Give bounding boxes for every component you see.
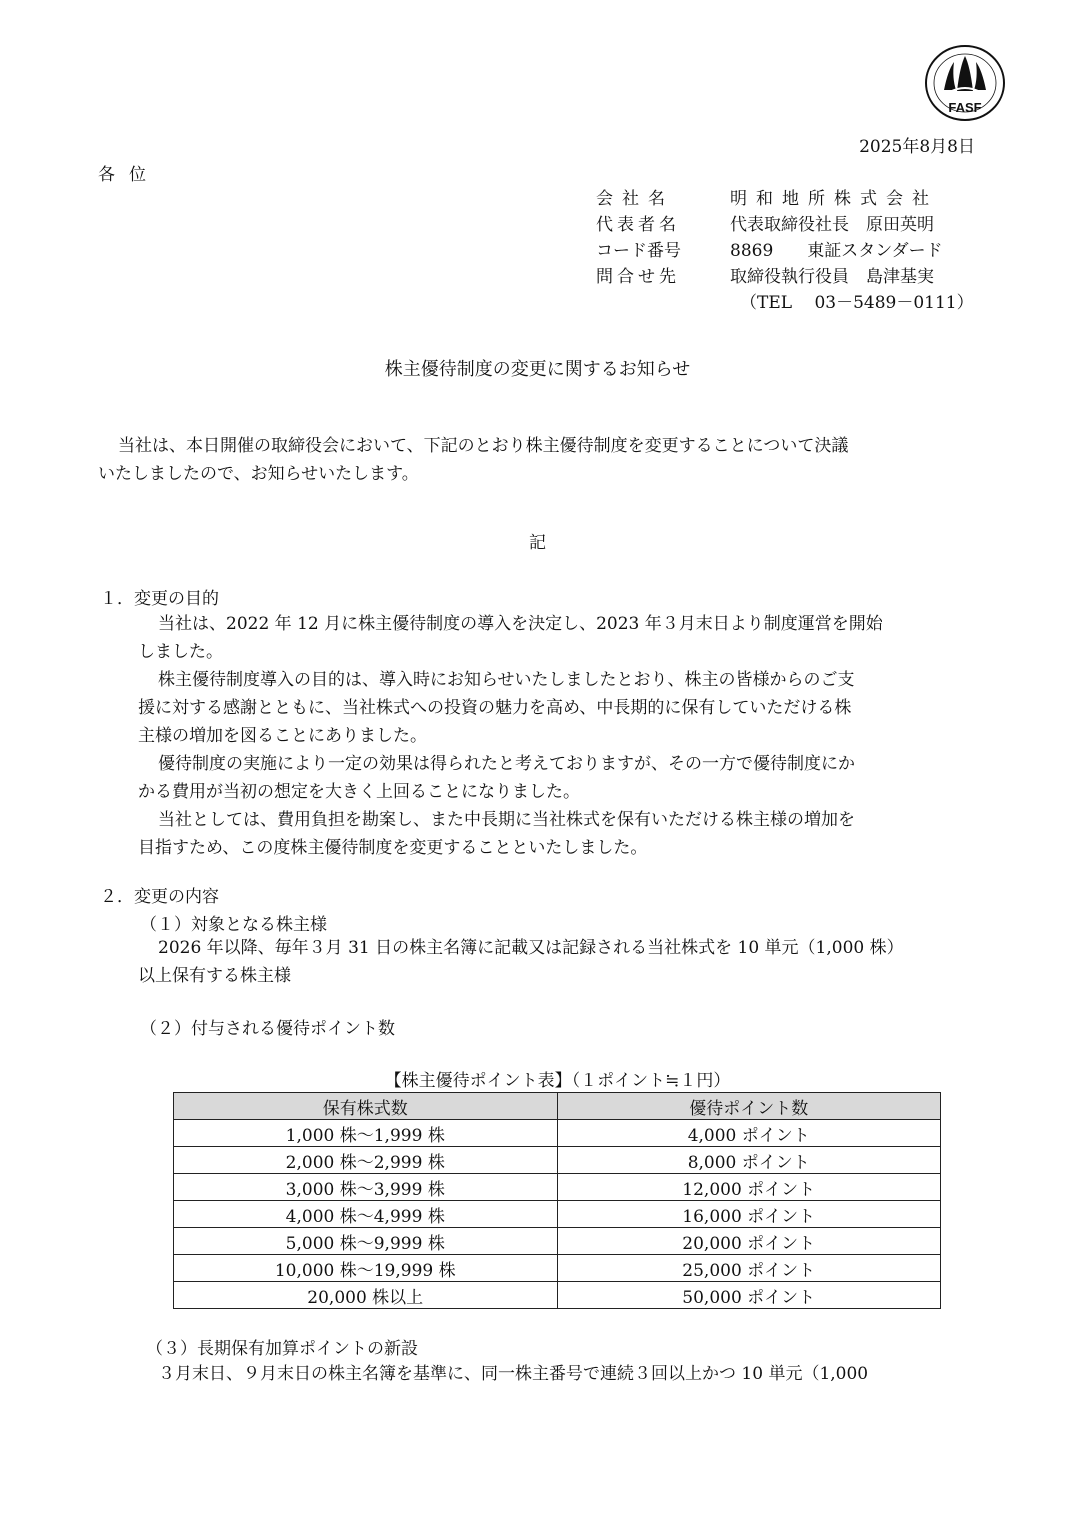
code-row bbox=[596, 238, 974, 264]
sub1-heading: （１）対象となる株主様 bbox=[140, 915, 327, 935]
intro-line: 当社は、本日開催の取締役会において、下記のとおり株主優待制度を変更することについて決議 bbox=[118, 436, 849, 456]
addressee: 各位 bbox=[98, 165, 160, 185]
code-label: コード番号 bbox=[596, 241, 681, 261]
section1-line: 当社としては、費用負担を勘案し、また中長期に当社株式を保有いただける株主様の増加を bbox=[158, 810, 855, 830]
section1-line: 主様の増加を図ることにありました。 bbox=[138, 726, 427, 746]
table-caption: 【株主優待ポイント表】（１ポイント≒１円） bbox=[384, 1071, 731, 1091]
tel-label bbox=[596, 290, 730, 316]
representative-row bbox=[596, 212, 974, 238]
table-row bbox=[174, 1255, 941, 1282]
points-cell: 12,000 ポイント bbox=[557, 1174, 941, 1201]
section1-line: 当社は、2022 年 12 月に株主優待制度の導入を決定し、2023 年３月末日より制度運営を開始 bbox=[158, 614, 883, 634]
shares-cell: 10,000 株～19,999 株 bbox=[174, 1255, 558, 1282]
table-row bbox=[174, 1228, 941, 1255]
header-points: 優待ポイント数 bbox=[557, 1093, 941, 1120]
section1-line: 株主優待制度導入の目的は、導入時にお知らせいたしましたとおり、株主の皆様からのご支 bbox=[158, 670, 855, 690]
points-cell: 25,000 ポイント bbox=[557, 1255, 941, 1282]
section1-line: 優待制度の実施により一定の効果は得られたと考えておりますが、その一方で優待制度にか bbox=[158, 754, 855, 774]
table-row bbox=[174, 1201, 941, 1228]
company-info bbox=[596, 186, 974, 316]
sub3-body bbox=[158, 1360, 868, 1388]
table-row bbox=[174, 1120, 941, 1147]
section1-line: しました。 bbox=[138, 642, 223, 662]
section1-line: 援に対する感謝とともに、当社株式への投資の魅力を高め、中長期的に保有していただける株 bbox=[138, 698, 852, 718]
header-shares: 保有株式数 bbox=[174, 1093, 558, 1120]
shares-cell: 4,000 株～4,999 株 bbox=[174, 1201, 558, 1228]
sub2-heading: （２）付与される優待ポイント数 bbox=[140, 1019, 395, 1039]
tel-value: （TEL 03－5489－0111） bbox=[740, 293, 974, 313]
shares-cell: 1,000 株～1,999 株 bbox=[174, 1120, 558, 1147]
company-name-value: 明和地所株式会社 bbox=[730, 189, 938, 209]
company-name-row bbox=[596, 186, 974, 212]
sub3-heading: （３）長期保有加算ポイントの新設 bbox=[146, 1339, 418, 1359]
code-value: 8869 東証スタンダード bbox=[730, 241, 943, 261]
sub3-line: ３月末日、９月末日の株主名簿を基準に、同一株主番号で連続３回以上かつ 10 単元（1,000 bbox=[158, 1364, 869, 1384]
section1-body bbox=[138, 610, 883, 862]
shares-cell: 2,000 株～2,999 株 bbox=[174, 1147, 558, 1174]
section1-heading: １．変更の目的 bbox=[100, 589, 219, 609]
points-table bbox=[173, 1092, 941, 1309]
shares-cell: 5,000 株～9,999 株 bbox=[174, 1228, 558, 1255]
points-cell: 20,000 ポイント bbox=[557, 1228, 941, 1255]
sub1-line: 以上保有する株主様 bbox=[138, 966, 291, 986]
representative-value: 代表取締役社長 原田英明 bbox=[730, 215, 934, 235]
intro-line: いたしましたので、お知らせいたします。 bbox=[98, 464, 419, 484]
fasf-logo bbox=[924, 44, 1006, 122]
table-row bbox=[174, 1174, 941, 1201]
intro-paragraph bbox=[98, 432, 848, 488]
sub1-line: 2026 年以降、毎年３月 31 日の株主名簿に記載又は記録される当社株式を 10 単元（1,000 株） bbox=[158, 938, 904, 958]
section1-line: 目指すため、この度株主優待制度を変更することといたしました。 bbox=[138, 838, 648, 858]
points-cell: 50,000 ポイント bbox=[557, 1282, 941, 1309]
shares-cell: 3,000 株～3,999 株 bbox=[174, 1174, 558, 1201]
shares-cell: 20,000 株以上 bbox=[174, 1282, 558, 1309]
table-row bbox=[174, 1147, 941, 1174]
ki-marker: 記 bbox=[529, 533, 546, 553]
points-cell: 16,000 ポイント bbox=[557, 1201, 941, 1228]
points-cell: 8,000 ポイント bbox=[557, 1147, 941, 1174]
tel-row bbox=[596, 290, 974, 316]
company-name-label: 会社名 bbox=[596, 189, 674, 209]
contact-row bbox=[596, 264, 974, 290]
section2-heading: ２．変更の内容 bbox=[100, 887, 219, 907]
issue-date: 2025年8月8日 bbox=[859, 137, 975, 157]
points-cell: 4,000 ポイント bbox=[557, 1120, 941, 1147]
sub1-body bbox=[138, 934, 904, 990]
table-header-row bbox=[174, 1093, 941, 1120]
logo-text: FASF bbox=[948, 100, 982, 115]
section1-line: かる費用が当初の想定を大きく上回ることになりました。 bbox=[138, 782, 580, 802]
representative-label: 代表者名 bbox=[596, 215, 680, 235]
contact-label: 問合せ先 bbox=[596, 267, 680, 287]
contact-value: 取締役執行役員 島津基実 bbox=[730, 267, 934, 287]
page-title: 株主優待制度の変更に関するお知らせ bbox=[384, 359, 691, 380]
table-row bbox=[174, 1282, 941, 1309]
